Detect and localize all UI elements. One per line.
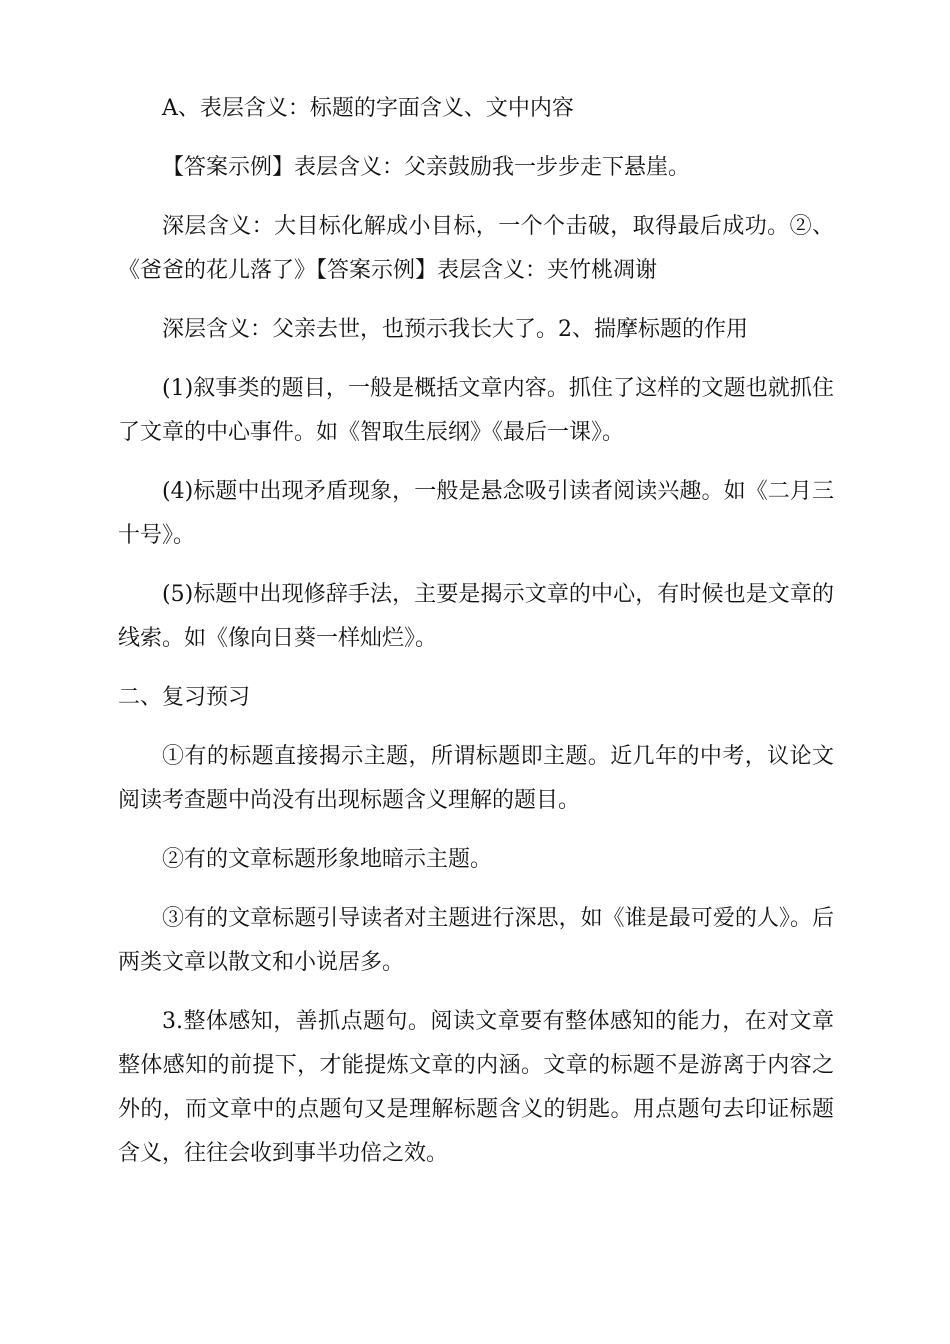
section-heading-review: 二、复习预习 — [118, 685, 251, 710]
paragraph-rhetoric-titles: (5)标题中出现修辞手法，主要是揭示文章的中心，有时候也是文章的线索。如《像向日葵一样灿烂》。 — [118, 582, 834, 651]
paragraph-deep-meaning-1: 深层含义：大目标化解成小目标，一个个击破，取得最后成功。②、《爸爸的花儿落了》【答案示例】表层含义：夹竹桃凋谢 — [118, 214, 834, 283]
paragraph-guided-reflection: ③有的文章标题引导读者对主题进行深思，如《谁是最可爱的人》。后两类文章以散文和小说居多。 — [118, 906, 834, 975]
paragraph-deep-meaning-2: 深层含义：父亲去世，也预示我长大了。2、揣摩标题的作用 — [162, 317, 748, 342]
paragraph-overall-perception: 3.整体感知，善抓点题句。阅读文章要有整体感知的能力，在对文章整体感知的前提下，才能提炼文章的内涵。文章的标题不是游离于内容之外的，而文章中的点题句又是理解标题含义的钥匙。用点题句去印证标题含义，往往会收到事半功倍之效。 — [118, 1009, 834, 1166]
paragraph-contradiction-titles: (4)标题中出现矛盾现象，一般是悬念吸引读者阅读兴趣。如《二月三十号》。 — [118, 479, 834, 548]
paragraph-implied-theme: ②有的文章标题形象地暗示主题。 — [162, 847, 493, 872]
paragraph-direct-theme: ①有的标题直接揭示主题，所谓标题即主题。近几年的中考，议论文阅读考查题中尚没有出现标题含义理解的题目。 — [118, 744, 834, 813]
paragraph-surface-meaning: A、表层含义：标题的字面含义、文中内容 — [162, 96, 574, 121]
paragraph-answer-example-1: 【答案示例】表层含义：父亲鼓励我一步步走下悬崖。 — [162, 155, 691, 180]
paragraph-narrative-titles: (1)叙事类的题目，一般是概括文章内容。抓住了这样的文题也就抓住了文章的中心事件。如《智取生辰纲》《最后一课》。 — [118, 376, 834, 445]
document-body — [118, 87, 834, 1191]
